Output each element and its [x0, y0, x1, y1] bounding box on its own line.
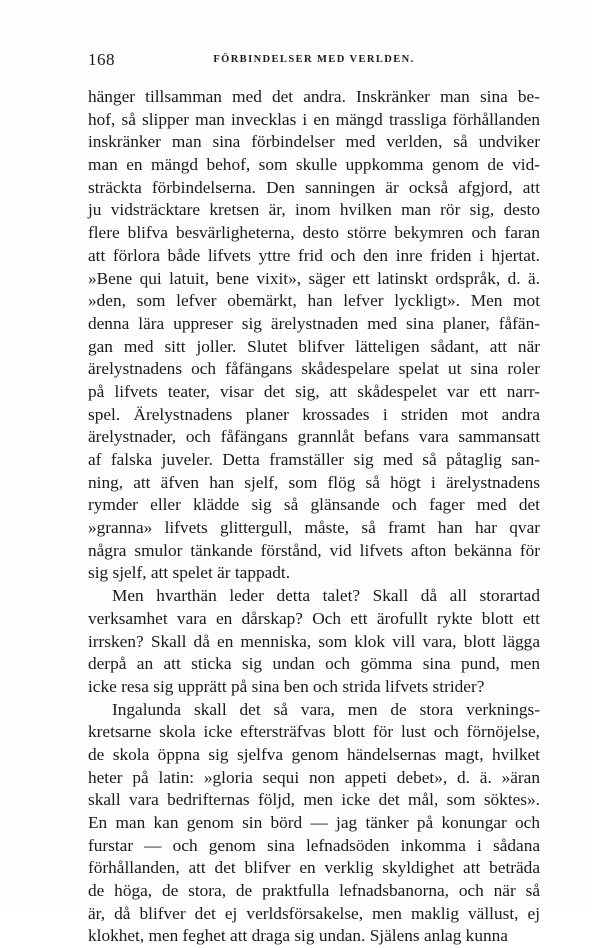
text-line: gan med sitt joller. Slutet blifver lätteligen sådant, att när	[88, 336, 540, 356]
text-line: derpå an att sticka sig undan och gömma sina pund, men	[88, 654, 540, 674]
text-line: förhållanden, att det blifver en verklig skyldighet att beträda	[88, 858, 540, 878]
page-header	[88, 50, 540, 72]
page-number: 168	[88, 50, 115, 69]
text-line: skall vara bedrifternas följd, men icke det mål, som söktes».	[88, 790, 540, 810]
text-line: »den, som lefver obemärkt, han lefver lyckligt». Men mot	[88, 291, 540, 311]
text-line: Ingalunda skall det så vara, men de stora verknings-	[112, 699, 540, 719]
text-line: hänger tillsamman med det andra. Inskränker man sina be-	[88, 87, 540, 106]
text-line: »granna» lifvets glittergull, måste, så framt han har qvar	[88, 518, 540, 538]
paragraph	[88, 86, 540, 585]
text-line: kretsarne skola icke eftersträfvas blott för lust och förnöjelse,	[88, 722, 540, 742]
text-line: de höga, de stora, de praktfulla lefnadsbanorna, och när så	[88, 881, 540, 901]
body-text	[88, 86, 540, 948]
text-line: icke resa sig upprätt på sina ben och strida lifvets strider?	[88, 676, 485, 696]
text-line: spel. Ärelystnadens planer krossades i striden mot andra	[88, 404, 540, 424]
text-line: sträckta förbindelserna. Den sanningen är också afgjord, att	[88, 177, 540, 197]
text-line: de skola öppna sig sjelfva genom händelsernas magt, hvilket	[88, 744, 540, 764]
text-line: ning, att äfven han sjelf, som flög så högt i ärelystnadens	[88, 472, 540, 492]
text-line: »Bene qui latuit, bene vixit», säger ett latinskt ordspråk, d. ä.	[88, 268, 540, 288]
paragraph	[88, 585, 540, 698]
text-line: ärelystnader, och fåfängans grannlåt befans vara sammansatt	[88, 427, 540, 447]
running-head: FÖRBINDELSER MED VERLDEN.	[213, 54, 415, 65]
text-line: furstar — och genom sina lefnadsöden inkomma i sådana	[88, 835, 540, 855]
text-line: ju vidsträcktare kretsen är, inom hvilken man rör sig, desto	[88, 200, 540, 220]
text-line: En man kan genom sin börd — jag tänker på konungar och	[88, 813, 540, 832]
text-line: klokhet, men feghet att draga sig undan. Själens anlag kunna	[88, 926, 508, 946]
text-line: några smulor tänkande förstånd, vid lifvets afton bekänna för	[88, 540, 540, 560]
text-line: är, då blifver det ej verldsförsakelse, men maklig vällust, ej	[88, 903, 540, 923]
text-line: på lifvets teater, visar det sig, att skådespelet var ett narr-	[88, 381, 540, 401]
text-line: flere blifva besvärligheterna, desto större bekymren och faran	[88, 223, 540, 243]
text-line: hof, så slipper man invecklas i en mängd trassliga förhållanden	[88, 109, 540, 129]
text-line: att förlora både lifvets yttre frid och den inre friden i hjertat.	[88, 245, 540, 265]
text-line: man en mängd behof, som skulle uppkomma genom de vid-	[88, 155, 540, 175]
text-line: heter på latin: »gloria sequi non appeti debet», d. ä. »äran	[88, 767, 540, 787]
text-line: verksamhet vara en dårskap? Och ett ärofullt rykte blott ett	[88, 608, 540, 628]
text-line: rymder eller klädde sig så glänsande och fager med det	[88, 495, 540, 515]
text-line: sig sjelf, att spelet är tappadt.	[88, 563, 291, 583]
text-line: inskränker man sina förbindelser med verlden, så undviker	[88, 132, 540, 152]
text-line: Men hvarthän leder detta talet? Skall då all storartad	[112, 586, 540, 606]
text-line: denna lära uppreser sig ärelystnaden med sina planer, fåfän-	[88, 313, 540, 333]
text-line: af falska juveler. Detta framställer sig med så påtaglig san-	[88, 450, 540, 469]
text-line: irrsken? Skall då en menniska, som klok vill vara, blott lägga	[88, 631, 540, 651]
text-line: ärelystnadens och fåfängans skådespelare spelat ut sina roler	[88, 359, 540, 379]
